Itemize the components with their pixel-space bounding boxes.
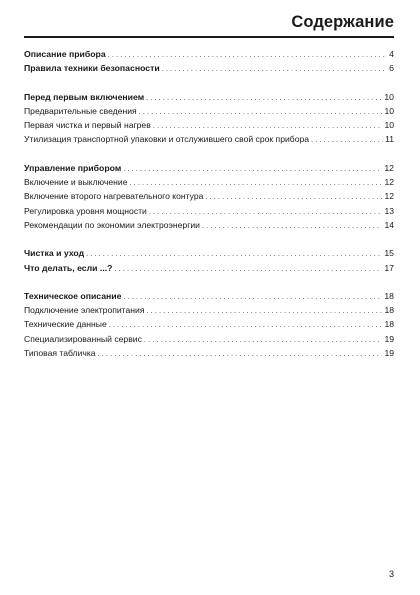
toc-entry-title: Перед первым включением (24, 91, 145, 102)
toc-subentry[interactable] (24, 189, 394, 203)
dot-leader (123, 290, 382, 304)
toc-chapter-entry[interactable] (24, 90, 394, 104)
toc-chapter-entry[interactable] (24, 246, 394, 260)
toc-entry-page: 10 (384, 105, 394, 116)
toc-entry-page: 18 (384, 305, 394, 316)
dot-leader (311, 133, 383, 147)
toc-entry-page: 10 (384, 91, 394, 102)
toc-subentry[interactable] (24, 218, 394, 232)
toc-entry-page: 11 (385, 134, 394, 145)
toc-section (24, 90, 394, 147)
toc-entry-title: Чистка и уход (24, 248, 85, 259)
toc-section (24, 161, 394, 232)
dot-leader (202, 219, 383, 233)
toc-subentry[interactable] (24, 303, 394, 317)
dot-leader (205, 190, 382, 204)
toc-entry-page: 18 (384, 290, 394, 301)
toc-entry-page: 15 (384, 248, 394, 259)
toc-entry-title: Регулировка уровня мощности (24, 205, 147, 216)
toc-subentry[interactable] (24, 204, 394, 218)
toc-entry-title: Техническое описание (24, 290, 122, 301)
toc-entry-page: 12 (384, 177, 394, 188)
dot-leader (108, 48, 388, 62)
toc-entry-page: 19 (384, 348, 394, 359)
dot-leader (144, 333, 383, 347)
toc-entry-title: Подключение электропитания (24, 305, 145, 316)
dot-leader (114, 262, 382, 276)
toc-entry-page: 6 (389, 63, 394, 74)
dot-leader (98, 347, 383, 361)
toc-chapter-entry[interactable] (24, 261, 394, 275)
toc-subentry[interactable] (24, 118, 394, 132)
dot-leader (162, 62, 387, 76)
toc-chapter-entry[interactable] (24, 61, 394, 75)
dot-leader (153, 119, 383, 133)
toc-entry-title: Типовая табличка (24, 348, 96, 359)
toc-subentry[interactable] (24, 317, 394, 331)
toc-entry-title: Утилизация транспортной упаковки и отслужившего свой срок прибора (24, 134, 310, 145)
toc-entry-title: Включение второго нагревательного контура (24, 191, 204, 202)
table-of-contents (24, 47, 394, 360)
toc-entry-title: Описание прибора (24, 49, 106, 59)
toc-entry-page: 12 (384, 191, 394, 202)
toc-entry-title: Что делать, если ...? (24, 262, 113, 273)
toc-section (24, 47, 394, 76)
toc-entry-title: Правила техники безопасности (24, 63, 160, 74)
dot-leader (109, 318, 383, 332)
toc-entry-title: Первая чистка и первый нагрев (24, 120, 151, 131)
dot-leader (147, 304, 383, 318)
dot-leader (149, 205, 383, 219)
toc-subentry[interactable] (24, 104, 394, 118)
toc-entry-title: Технические данные (24, 319, 107, 330)
toc-chapter-entry[interactable] (24, 47, 394, 61)
toc-entry-title: Специализированный сервис (24, 333, 142, 344)
toc-subentry[interactable] (24, 132, 394, 146)
toc-entry-title: Предварительные сведения (24, 105, 137, 116)
dot-leader (146, 91, 382, 105)
toc-subentry[interactable] (24, 346, 394, 360)
toc-entry-page: 18 (384, 319, 394, 330)
toc-entry-page: 14 (384, 219, 394, 230)
toc-entry-title: Управление прибором (24, 162, 122, 173)
toc-entry-page: 12 (384, 162, 394, 173)
toc-subentry[interactable] (24, 332, 394, 346)
toc-chapter-entry[interactable] (24, 289, 394, 303)
toc-entry-page: 13 (384, 205, 394, 216)
toc-subentry[interactable] (24, 175, 394, 189)
toc-entry-page: 19 (384, 333, 394, 344)
dot-leader (86, 247, 382, 261)
toc-section (24, 246, 394, 275)
toc-section (24, 289, 394, 360)
page-number: 3 (388, 569, 394, 579)
page-title: Содержание (291, 13, 394, 31)
toc-entry-page: 10 (384, 120, 394, 131)
title-divider (24, 36, 394, 38)
toc-entry-page: 4 (389, 49, 394, 59)
dot-leader (129, 176, 382, 190)
toc-chapter-entry[interactable] (24, 161, 394, 175)
toc-entry-title: Включение и выключение (24, 177, 128, 188)
toc-entry-page: 17 (384, 262, 394, 273)
toc-entry-title: Рекомендации по экономии электроэнергии (24, 219, 200, 230)
dot-leader (139, 105, 383, 119)
dot-leader (123, 162, 382, 176)
